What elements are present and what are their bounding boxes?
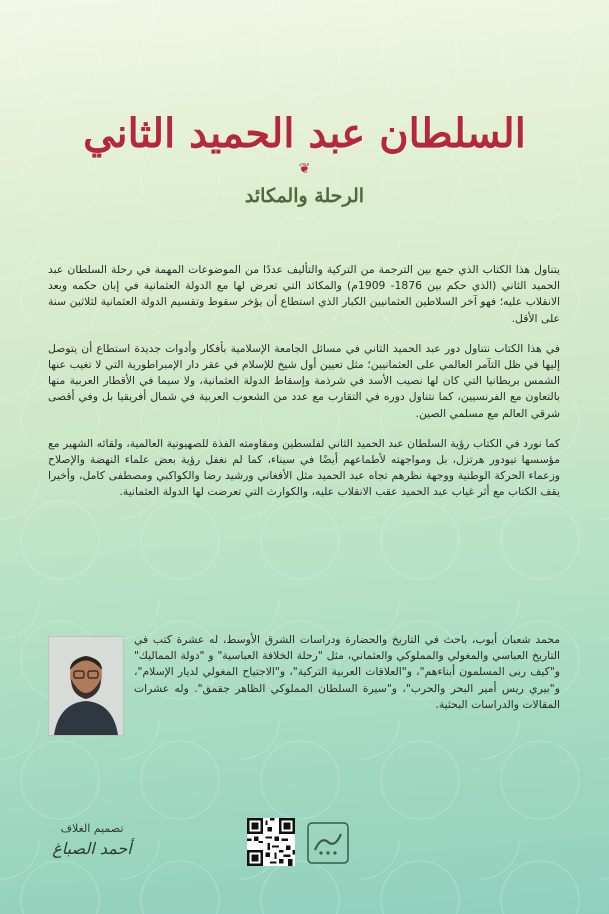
synopsis-paragraph-1: يتناول هذا الكتاب الذي جمع بين الترجمة من التركية والتأليف عددًا من الموضوعات المهمة في رحلة السلطان عبد الحميد الثاني (الذي حكم بين 1876- 1909م) والمكائد التي تعرض لها مع الدولة العثمانية في إبان حكمه وبعد الانقلاب عليه؛ فهو آخر السلاطين العثمانيين الكبار الذي استطاع أن يؤخر سقوط وتقسيم الدولة العثمانية لثلاثين سنة على الأقل. bbox=[48, 263, 560, 325]
cover-design-label: تصميم الغلاف bbox=[60, 822, 124, 835]
qr-code[interactable] bbox=[247, 818, 295, 866]
author-photo bbox=[48, 636, 124, 736]
synopsis bbox=[48, 262, 560, 515]
cover-design-credit bbox=[46, 822, 138, 858]
author-section bbox=[48, 632, 560, 802]
book-title: السلطان عبد الحميد الثاني bbox=[83, 110, 526, 157]
designer-name: أحمد الصباغ bbox=[52, 839, 132, 858]
synopsis-paragraph-2: في هذا الكتاب نتناول دور عبد الحميد الثاني في مسائل الجامعة الإسلامية بأفكار وأدوات جديدة استطاع أن يتوصل إليها في ظل التآمر العالمي على العثمانيين؛ مثل تعيين أول شيخ للإسلام في عقر دار الإمبراطورية التي لا تغيب عنها الشمس بريطانيا التي كان لها نصيب الأسد في شرذمة وإسقاط الدولة العثمانية، ولا سيما في الأقطار العربية منها بالتعاون مع الفرنسيين، كما نتناول دوره في التقارب مع عدد من الشعوب العربية في شمال أفريقيا بل وفي أقصى شرقي العالم مع مسلمي الصين. bbox=[48, 341, 560, 420]
author-bio: محمد شعبان أيوب، باحث في التاريخ والحضارة ودراسات الشرق الأوسط، له عشرة كتب في التاريخ العباسي والمغولي والمملوكي والعثماني، مثل "رحلة الخلافة العباسية" و "دولة المماليك" و"كيف ربى المسلمون أبناءهم"، و"العلاقات العربية التركية"، و"الاجتياح المغولي لديار الإسلام"، و"بيري ريس أمير البحر والحرب"، و"سيرة السلطان المملوكي الظاهر جقمق". وله عشرات المقالات والدراسات البحثية. bbox=[134, 633, 560, 711]
title-ornament: ❦ bbox=[298, 161, 311, 177]
title-block bbox=[0, 110, 609, 207]
book-subtitle: الرحلة والمكائد bbox=[244, 185, 365, 207]
synopsis-paragraph-3: كما نورد في الكتاب رؤية السلطان عبد الحميد الثاني لفلسطين ومقاومته الفذة للصهيونية العالمية، ولقائه الشهير مع مؤسسها تيودور هرتزل، بل ومواجهته لأطماعهم أيضًا في سيناء، كما لم نغفل رؤية بعض علماء النهضة والإصلاح وزعماء الحركة الوطنية ووجهة نظرهم تجاه عبد الحميد مثل الأفغاني ورشيد رضا والكواكبي ومصطفى كامل، وأخيرا يقف الكتاب مع أثر غياب عبد الحميد عقب الانقلاب عليه، والكوارث التي تعرضت لها الدولة العثمانية. bbox=[48, 436, 560, 499]
publisher-logo bbox=[307, 822, 349, 864]
